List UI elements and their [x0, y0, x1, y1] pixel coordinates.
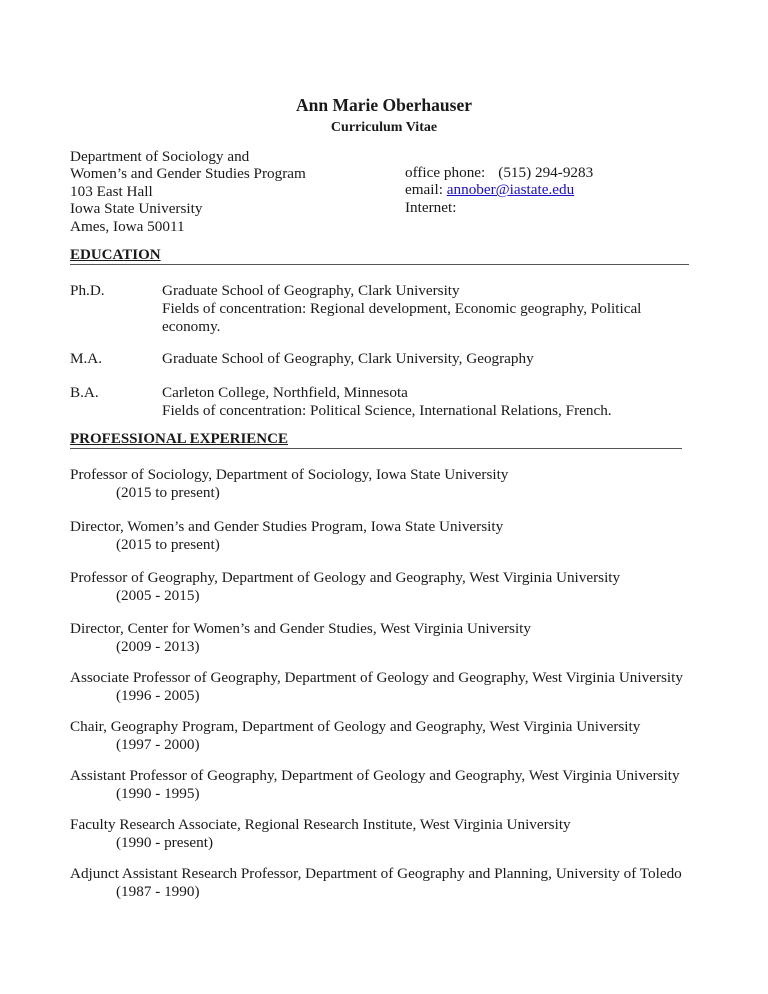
job-title: Director, Women’s and Gender Studies Program, Iowa State University [70, 518, 504, 535]
address-line: Department of Sociology and [70, 148, 250, 165]
degree-fields: Fields of concentration: Political Science, International Relations, French. [162, 402, 612, 419]
experience-entry [70, 767, 730, 803]
experience-entry [70, 865, 730, 901]
experience-entry [70, 518, 730, 554]
experience-entry [70, 569, 730, 605]
job-title: Faculty Research Associate, Regional Research Institute, West Virginia University [70, 816, 571, 833]
degree-details [162, 384, 662, 420]
job-dates: (1997 - 2000) [116, 736, 200, 753]
internet-label: Internet: [405, 198, 457, 216]
degree-institution: Carleton College, Northfield, Minnesota [162, 384, 408, 401]
email-label: email: [405, 181, 443, 199]
job-title: Professor of Geography, Department of Geology and Geography, West Virginia University [70, 569, 621, 586]
job-dates: (2015 to present) [116, 536, 220, 553]
degree-institution: Graduate School of Geography, Clark University [162, 282, 460, 299]
address-line: Iowa State University [70, 200, 203, 218]
phone-number: (515) 294-9283 [498, 164, 594, 181]
section-heading-education: EDUCATION [70, 246, 689, 265]
job-title: Assistant Professor of Geography, Department of Geology and Geography, West Virginia University [70, 767, 680, 784]
phone-label: office phone: [405, 164, 486, 181]
job-dates: (1987 - 1990) [116, 883, 200, 900]
address-line: 103 East Hall [70, 182, 153, 200]
degree-details [162, 282, 662, 336]
email-link[interactable]: annober@iastate.edu [446, 181, 575, 199]
job-title: Adjunct Assistant Research Professor, Department of Geography and Planning, University of Toledo [70, 865, 682, 882]
address-line: Ames, Iowa 50011 [70, 217, 185, 235]
section-heading-experience: PROFESSIONAL EXPERIENCE [70, 430, 682, 449]
email-line [405, 181, 593, 198]
job-title: Professor of Sociology, Department of Sociology, Iowa State University [70, 466, 509, 483]
degree-institution: Graduate School of Geography, Clark University, Geography [162, 350, 534, 367]
cv-name: Ann Marie Oberhauser [296, 95, 472, 115]
phone-line [405, 164, 593, 181]
experience-entry [70, 466, 730, 502]
job-dates: (1990 - present) [116, 834, 213, 851]
job-dates: (2009 - 2013) [116, 638, 200, 655]
experience-entry [70, 816, 730, 852]
experience-entry [70, 718, 730, 754]
job-title: Chair, Geography Program, Department of Geology and Geography, West Virginia University [70, 718, 641, 735]
degree-label: B.A. [70, 384, 99, 401]
address-line: Women’s and Gender Studies Program [70, 165, 306, 183]
job-dates: (1990 - 1995) [116, 785, 200, 802]
job-dates: (1996 - 2005) [116, 687, 200, 704]
experience-entry [70, 620, 730, 656]
job-title: Director, Center for Women’s and Gender Studies, West Virginia University [70, 620, 531, 637]
degree-label: Ph.D. [70, 282, 105, 299]
experience-entry [70, 669, 730, 705]
job-dates: (2005 - 2015) [116, 587, 200, 604]
job-title: Associate Professor of Geography, Department of Geology and Geography, West Virginia University [70, 669, 683, 686]
contact-info [405, 164, 593, 216]
cv-subtitle: Curriculum Vitae [330, 120, 438, 135]
degree-fields: Fields of concentration: Regional development, Economic geography, Political [162, 300, 642, 317]
degree-details [162, 350, 662, 368]
degree-fields-cont: economy. [162, 318, 221, 335]
job-dates: (2015 to present) [116, 484, 220, 501]
mailing-address [70, 148, 306, 235]
degree-label: M.A. [70, 350, 103, 367]
